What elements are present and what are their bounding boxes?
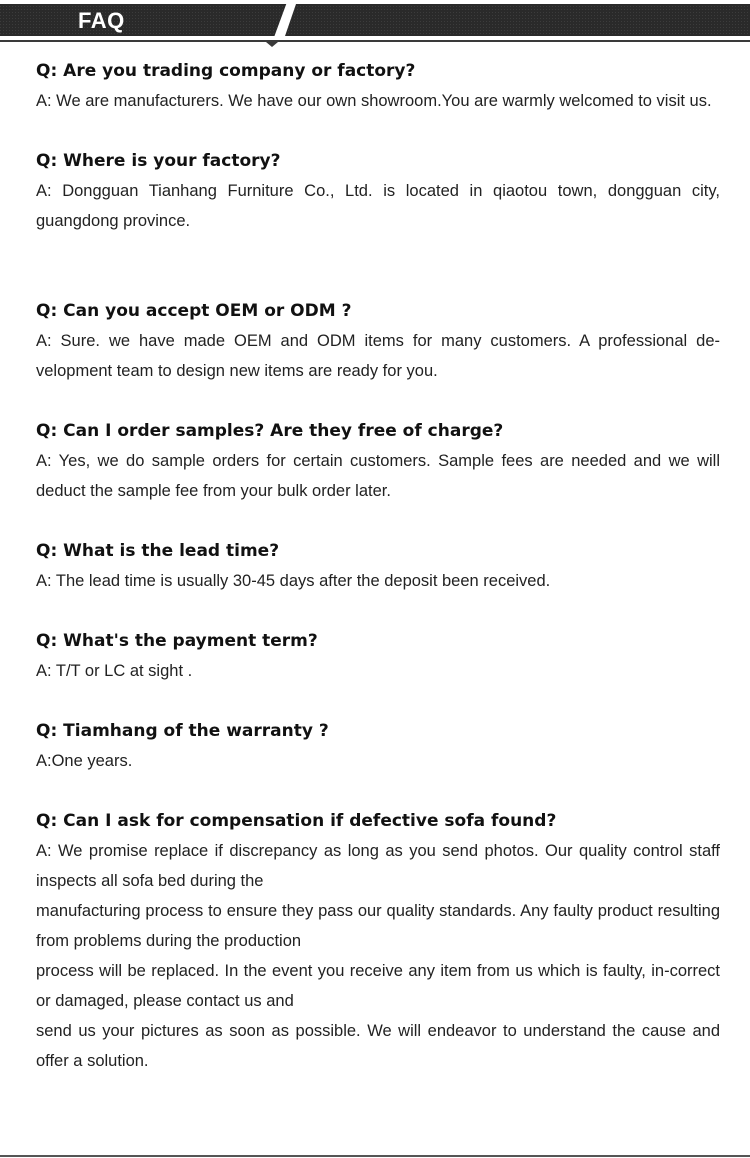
faq-item <box>36 296 720 386</box>
faq-item <box>36 626 720 686</box>
faq-item <box>36 56 720 116</box>
faq-question: Q: Tiamhang of the warranty ? <box>36 721 329 741</box>
faq-title: FAQ <box>78 8 125 33</box>
faq-question: Q: What is the lead time? <box>36 541 280 561</box>
faq-answer <box>36 566 720 596</box>
bottom-divider <box>0 1155 750 1157</box>
faq-answer-line: A: Dongguan Tianhang Furniture Co., Ltd. is located in qiaotou town, dongguan city, guangdong province. <box>36 182 720 230</box>
faq-answer-line: send us your pictures as soon as possible. We will endeavor to understand the cause and offer a solution. <box>36 1022 720 1070</box>
faq-answer <box>36 836 720 1076</box>
faq-answer-line: A: The lead time is usually 30-45 days after the deposit been received. <box>36 572 551 590</box>
faq-question: Q: Can I ask for compensation if defective sofa found? <box>36 811 557 831</box>
faq-header-banner <box>0 0 750 46</box>
faq-answer-line: A:One years. <box>36 752 133 770</box>
faq-answer-line: A: Sure. we have made OEM and ODM items for many customers. A professional de-velopment team to design new items are ready for you. <box>36 332 720 380</box>
faq-list <box>36 56 720 1076</box>
faq-answer-line: A: We promise replace if discrepancy as long as you send photos. Our quality control staff inspects all sofa bed during the <box>36 842 720 890</box>
faq-answer-line: manufacturing process to ensure they pass our quality standards. Any faulty product resulting from problems during the production <box>36 902 720 950</box>
faq-answer <box>36 176 720 236</box>
faq-question: Q: Where is your factory? <box>36 151 281 171</box>
faq-answer <box>36 446 720 506</box>
faq-answer <box>36 746 720 776</box>
faq-answer <box>36 326 720 386</box>
faq-question: Q: What's the payment term? <box>36 631 318 651</box>
faq-answer-line: A: Yes, we do sample orders for certain customers. Sample fees are needed and we will deduct the sample fee from your bulk order later. <box>36 452 720 500</box>
faq-question: Q: Are you trading company or factory? <box>36 61 416 81</box>
faq-question: Q: Can you accept OEM or ODM ? <box>36 301 352 321</box>
faq-item <box>36 536 720 596</box>
faq-answer <box>36 86 720 116</box>
faq-answer-line: A: We are manufacturers. We have our own showroom.You are warmly welcomed to visit us. <box>36 92 712 110</box>
faq-answer <box>36 656 720 686</box>
faq-answer-line: A: T/T or LC at sight . <box>36 662 193 680</box>
faq-question: Q: Can I order samples? Are they free of charge? <box>36 421 504 441</box>
faq-item <box>36 146 720 236</box>
faq-item <box>36 416 720 506</box>
faq-answer-line: process will be replaced. In the event you receive any item from us which is faulty, in-correct or damaged, please contact us and <box>36 962 720 1010</box>
faq-item <box>36 806 720 1076</box>
faq-item <box>36 716 720 776</box>
